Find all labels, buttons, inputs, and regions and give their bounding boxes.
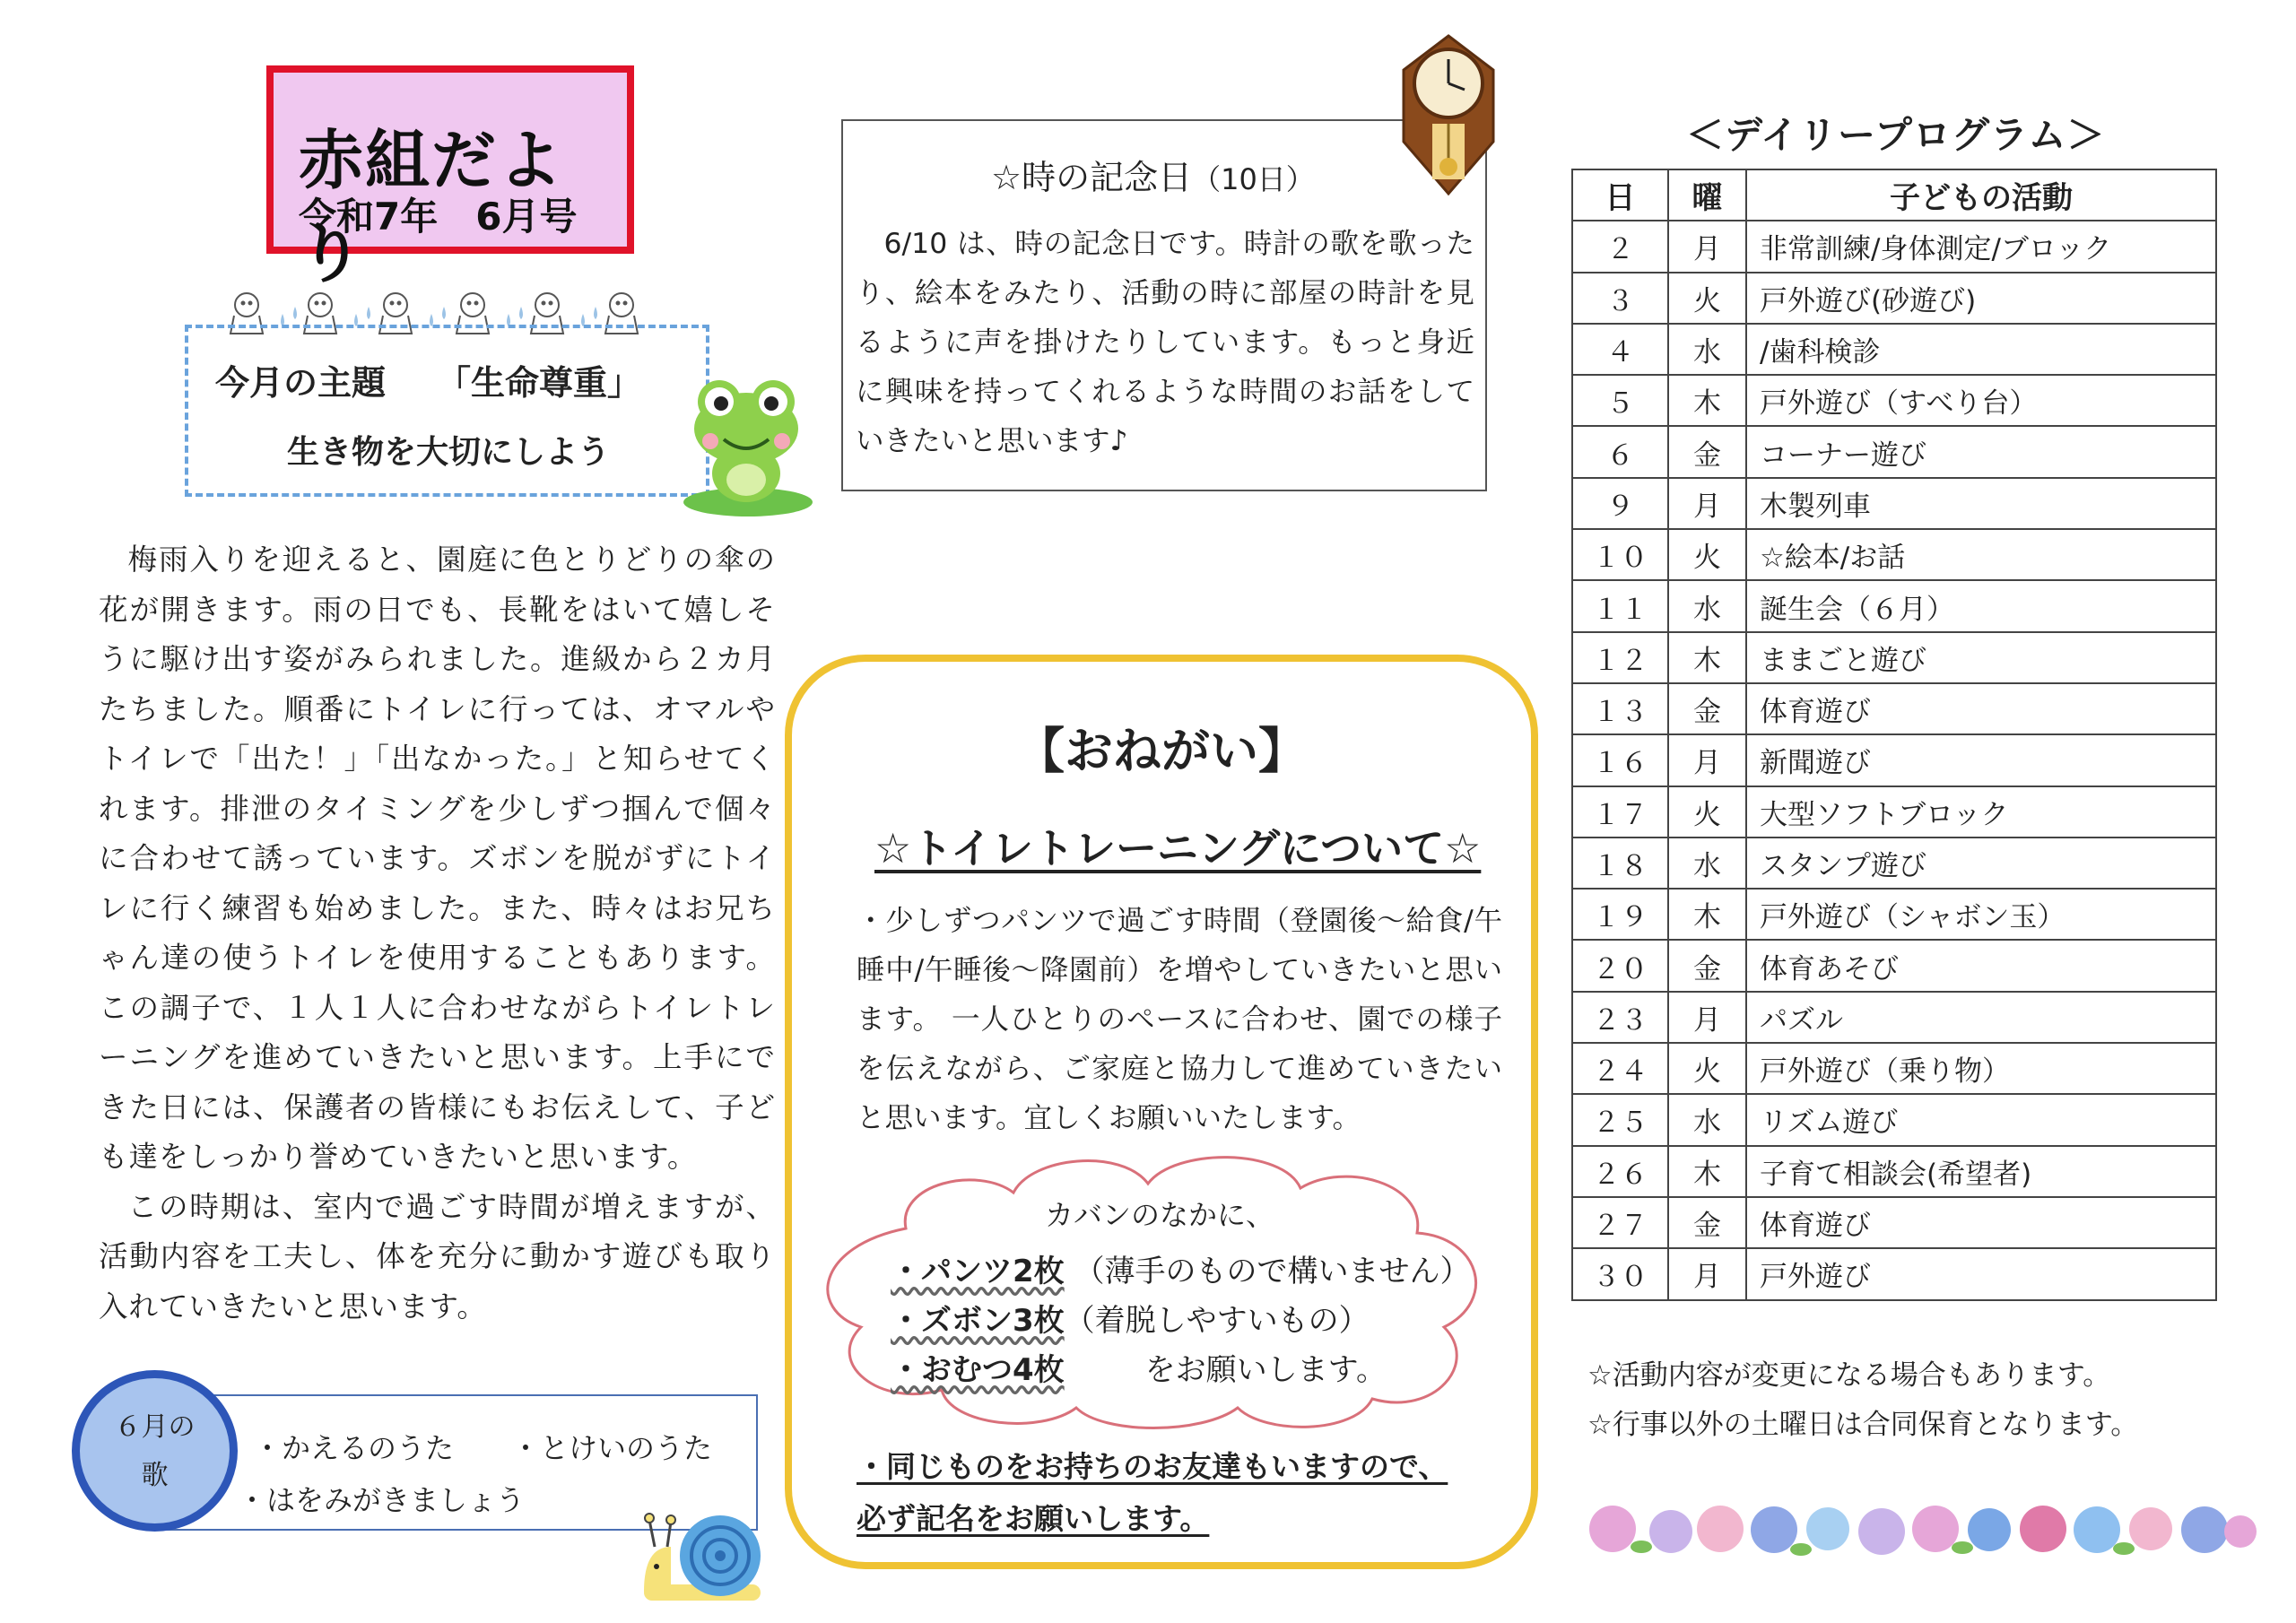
songs-line-2: ・はをみがきましょう [238,1483,526,1517]
program-row [1572,1094,2216,1145]
program-row [1572,940,2216,991]
program-weekday: 木 [1668,375,1746,426]
frog-icon [674,377,818,520]
program-day: １７ [1572,786,1668,838]
program-activity: 戸外遊び [1746,1248,2216,1299]
songs-label-line2: 歌 [141,1460,169,1491]
program-row [1572,1197,2216,1248]
theme-box [185,325,709,497]
program-weekday: 木 [1668,889,1746,940]
program-day: ２６ [1572,1146,1668,1197]
request-note-line-1: ・同じものをお持ちのお友達もいますので、 [857,1449,1448,1484]
program-activity: 戸外遊び(砂遊び) [1746,273,2216,324]
program-activity: 戸外遊び（シャボン玉） [1746,889,2216,940]
theme-title: 今月の主題 「生命尊重」 [215,363,642,403]
program-row [1572,786,2216,838]
program-note-2: ☆行事以外の土曜日は合同保育となります。 [1587,1409,2139,1441]
intro-paragraph-2: この時期は、室内で過ごす時間が増えますが、活動内容を工夫し、体を充分に動かす遊びも取り入れていきたいと思います。 [99,1189,776,1324]
program-row [1572,324,2216,375]
program-weekday: 水 [1668,1094,1746,1145]
program-day: ２３ [1572,992,1668,1043]
program-row [1572,632,2216,683]
program-activity: ままごと遊び [1746,632,2216,683]
program-activity: 戸外遊び（乗り物） [1746,1043,2216,1094]
snail-icon [635,1484,770,1610]
newsletter-issue: 令和7年 6月号 [299,195,578,239]
program-activity: 大型ソフトブロック [1746,786,2216,838]
cloud-item-pants-main: ・パンツ2枚 [891,1254,1065,1289]
program-activity: 新聞遊び [1746,734,2216,785]
cloud-intro: カバンのなかに、 [1045,1198,1275,1232]
header-weekday: 曜 [1668,169,1746,221]
program-weekday: 水 [1668,580,1746,631]
program-table [1571,169,2217,1301]
program-day: １６ [1572,734,1668,785]
program-activity: 体育あそび [1746,940,2216,991]
program-activity: スタンプ遊び [1746,838,2216,889]
program-row [1572,1248,2216,1299]
program-row [1572,273,2216,324]
songs-label-line1: ６月の [114,1411,196,1443]
program-row [1572,529,2216,580]
program-weekday: 月 [1668,1248,1746,1299]
program-weekday: 火 [1668,1043,1746,1094]
program-row [1572,375,2216,426]
program-row [1572,734,2216,785]
program-weekday: 月 [1668,221,1746,272]
program-day: ２７ [1572,1197,1668,1248]
program-weekday: 金 [1668,1197,1746,1248]
program-row [1572,221,2216,272]
program-note-1: ☆活動内容が変更になる場合もあります。 [1587,1359,2111,1392]
program-activity: /歯科検診 [1746,324,2216,375]
program-weekday: 金 [1668,683,1746,734]
program-weekday: 火 [1668,273,1746,324]
program-weekday: 月 [1668,734,1746,785]
program-day: １１ [1572,580,1668,631]
program-day: ４ [1572,324,1668,375]
program-row [1572,580,2216,631]
time-day-title [991,150,1315,199]
request-body: ・少しずつパンツで過ごす時間（登園後～給食/午睡中/午睡後～降園前）を増やしていきたいと思います。 一人ひとりのペースに合わせ、園での様子を伝えながら、ご家庭と協力して進めていきたいと思います。宜しくお願いいたします。 [857,905,1502,1134]
cloud-item-diapers-note: をお願いします。 [1144,1352,1387,1388]
program-activity: ☆絵本/お話 [1746,529,2216,580]
program-activity: 体育遊び [1746,1197,2216,1248]
program-weekday: 金 [1668,426,1746,477]
time-day-title-date: （10日） [1192,162,1315,196]
program-title: ＜デイリープログラム＞ [1686,113,2106,157]
program-activity: 体育遊び [1746,683,2216,734]
program-day: ３０ [1572,1248,1668,1299]
program-activity: 戸外遊び（すべり台） [1746,375,2216,426]
cloud-frame-icon [798,1148,1516,1435]
program-row [1572,838,2216,889]
program-row [1572,1146,2216,1197]
program-weekday: 月 [1668,992,1746,1043]
cloud-item-trousers-note: （着脱しやすいもの） [1064,1303,1370,1339]
program-activity: 誕生会（６月） [1746,580,2216,631]
cloud-item-diapers-main: ・おむつ4枚 [891,1352,1065,1388]
program-activity: パズル [1746,992,2216,1043]
program-row [1572,1043,2216,1094]
program-row [1572,683,2216,734]
pendulum-clock-icon [1395,34,1502,197]
songs-line-1: ・かえるのうた ・とけいのうた [253,1431,713,1465]
program-activity: 子育て相談会(希望者) [1746,1146,2216,1197]
program-day: ２ [1572,221,1668,272]
program-weekday: 火 [1668,786,1746,838]
program-row [1572,478,2216,529]
newsletter-title: 赤組だより [299,123,565,291]
program-weekday: 水 [1668,324,1746,375]
program-weekday: 木 [1668,1146,1746,1197]
program-day: ２４ [1572,1043,1668,1094]
program-activity: コーナー遊び [1746,426,2216,477]
cloud-item-trousers-main: ・ズボン3枚 [891,1303,1065,1339]
songs-label-circle [72,1370,238,1532]
request-note-line-2: 必ず記名をお願いします。 [857,1501,1210,1536]
program-weekday: 木 [1668,632,1746,683]
program-day: １３ [1572,683,1668,734]
program-day: ６ [1572,426,1668,477]
header-day: 日 [1572,169,1668,221]
cloud-item-pants [891,1246,1470,1290]
cloud-item-trousers [891,1296,1370,1340]
cloud-item-diapers [891,1345,1387,1389]
program-day: ９ [1572,478,1668,529]
program-day: １２ [1572,632,1668,683]
time-day-body: 6/10 は、時の記念日です。時計の歌を歌ったり、絵本をみたり、活動の時に部屋の時計を見るように声を掛けたりしています。もっと身近に興味を持ってくれるような時間のお話をしていきたいと思います♪ [856,228,1474,457]
program-row [1572,992,2216,1043]
program-day: １０ [1572,529,1668,580]
program-header-row [1572,169,2216,221]
program-weekday: 水 [1668,838,1746,889]
program-day: ２５ [1572,1094,1668,1145]
program-activity: リズム遊び [1746,1094,2216,1145]
time-day-title-text: ☆時の記念日 [991,158,1193,197]
program-weekday: 金 [1668,940,1746,991]
cloud-item-pants-note: （薄手のもので構いません） [1064,1254,1471,1289]
intro-article [99,535,776,1332]
request-title: 【おねがい】 [1016,723,1307,779]
theme-subtitle: 生き物を大切にしよう [287,434,611,471]
intro-paragraph-1: 梅雨入りを迎えると、園庭に色とりどりの傘の花が開きます。雨の日でも、長靴をはいて嬉しそうに駆け出す姿がみられました。進級から２カ月たちました。順番にトイレに行っては、オマルやトイレで「出た！」「出なかった。」と知らせてくれます。排泄のタイミングを少しずつ掴んで個々に合わせて誘っています。ズボンを脱がずにトイレに行く練習も始めました。また、時々はお兄ちゃん達の使うトイレを使用することもあります。この調子で、１人１人に合わせながらトイレトレーニングを進めていきたいと思います。上手にできた日には、保護者の皆様にもお伝えして、子ども達をしっかり誉めていきたいと思います。 [99,542,776,1174]
program-activity: 木製列車 [1746,478,2216,529]
time-day-box [841,119,1487,491]
program-row [1572,889,2216,940]
program-day: １９ [1572,889,1668,940]
program-weekday: 月 [1668,478,1746,529]
program-activity: 非常訓練/身体測定/ブロック [1746,221,2216,272]
program-day: ５ [1572,375,1668,426]
request-subtitle: ☆トイレトレーニングについて☆ [874,824,1482,872]
newsletter-title-box [266,65,634,291]
program-weekday: 火 [1668,529,1746,580]
header-activity: 子どもの活動 [1746,169,2216,221]
hydrangea-garland-icon [1586,1497,2258,1560]
program-day: ３ [1572,273,1668,324]
program-row [1572,426,2216,477]
program-day: ２０ [1572,940,1668,991]
program-day: １８ [1572,838,1668,889]
